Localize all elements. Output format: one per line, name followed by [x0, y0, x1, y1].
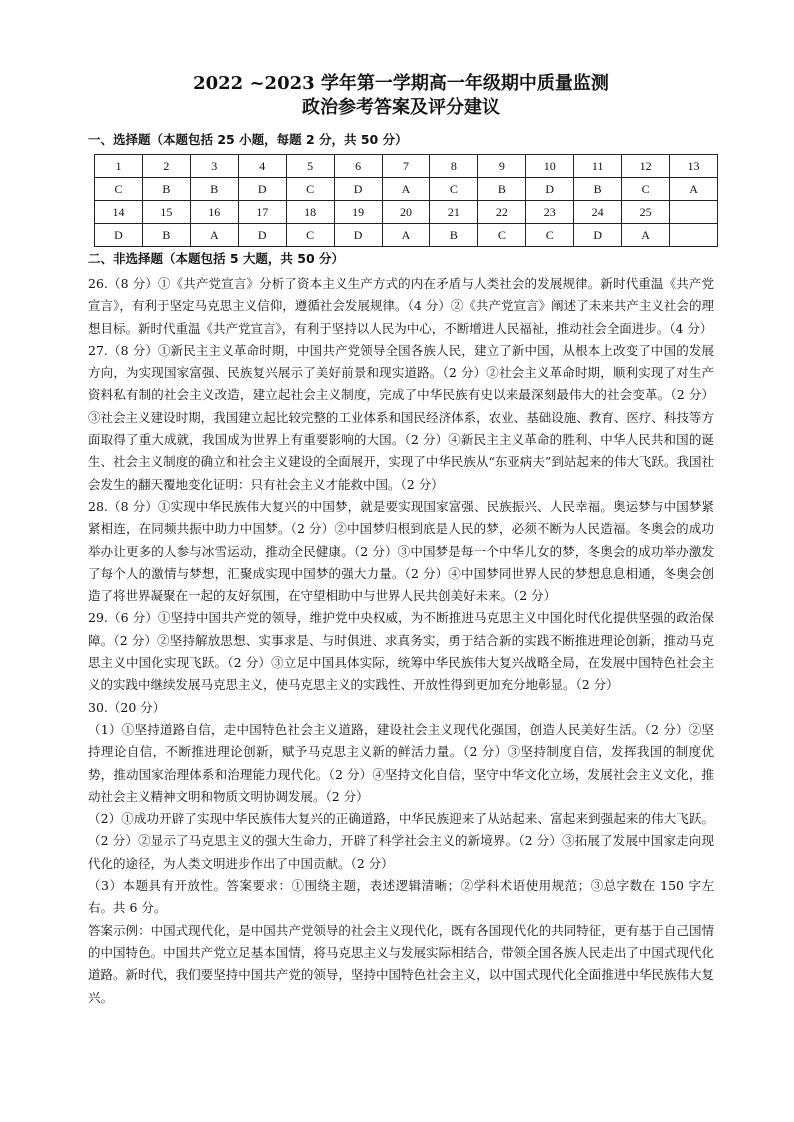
table-cell: C [286, 224, 334, 247]
table-cell: 12 [622, 155, 670, 178]
table-row-numbers-2 [95, 201, 718, 224]
answer-q30-part2: （2）①成功开辟了实现中华民族伟大复兴的正确道路，中华民族迎来了从站起来、富起来到强起来的伟大飞跃。（2 分）②显示了马克思主义的强大生命力，开辟了科学社会主义的新境界。（2 分）③拓展了发展中国家走向现代化的途径，为人类文明进步作出了中国贡献。（2 分） [88, 811, 714, 871]
table-cell: A [382, 224, 430, 247]
answer-q29: 29.（6 分）①坚持中国共产党的领导，维护党中央权威，为不断推进马克思主义中国化时代化提供坚强的政治保障。（2 分）②坚持解放思想、实事求是、与时俱进、求真务实，勇于结合新的实践不断推进理论创新，推动马克思主义中国化实现飞跃。（2 分）③立足中国具体实际，统筹中华民族伟大复兴战略全局，在发展中国特色社会主义的实践中继续发展马克思主义，使马克思主义的实践性、开放性得到更加充分地彰显。（2 分） [88, 610, 714, 693]
answer-q27: 27.（8 分）①新民主主义革命时期，中国共产党领导全国各族人民，建立了新中国，从根本上改变了中国的发展方向，为实现国家富强、民族复兴展示了美好前景和现实道路。（2 分）②社会主义革命时期，顺利实现了对生产资料私有制的社会主义改造，建立起社会主义制度，完成了中华民族有史以来最深刻最伟大的社会变革。（2 分）③社会主义建设时期，我国建立起比较完整的工业体系和国民经济体系，农业、基础设施、教育、医疗、科技等方面取得了重大成就，我国成为世界上有重要影响的大国。（2 分）④新民主主义革命的胜利、中华人民共和国的诞生、社会主义制度的确立和社会主义建设的全面展开，实现了中华民族从“东亚病夫”到站起来的伟大飞跃。我国社会发生的翻天覆地变化证明：只有社会主义才能救中国。（2 分） [88, 342, 714, 492]
document-subtitle: 政治参考答案及评分建议 [302, 97, 500, 118]
answer-q30-example: 答案示例：中国式现代化，是中国共产党领导的社会主义现代化，既有各国现代化的共同特征，更有基于自己国情的中国特色。中国共产党立足基本国情，将马克思主义与发展实际相结合，带领全国各族人民走出了中国式现代化道路。新时代，我们要坚持中国共产党的领导，坚持中国特色社会主义，以中国式现代化全面推进中华民族伟大复兴。 [88, 922, 714, 1005]
table-cell [670, 201, 718, 224]
table-cell: 20 [382, 201, 430, 224]
table-cell: B [142, 224, 190, 247]
table-cell: 15 [142, 201, 190, 224]
table-cell: A [190, 224, 238, 247]
table-cell: B [478, 178, 526, 201]
answer-q26: 26.（8 分）①《共产党宣言》分析了资本主义生产方式的内在矛盾与人类社会的发展规律。新时代重温《共产党宣言》，有利于坚定马克思主义信仰，遵循社会发展规律。（4 分）②《共产党宣言》阐述了未来共产主义社会的理想目标。新时代重温《共产党宣言》，有利于坚持以人民为中心，不断增进人民福祉，推动社会全面进步。（4 分） [88, 276, 714, 336]
table-cell: 9 [478, 155, 526, 178]
table-cell: A [622, 224, 670, 247]
table-cell [670, 224, 718, 247]
table-cell: 19 [334, 201, 382, 224]
table-cell: 7 [382, 155, 430, 178]
table-cell: 4 [238, 155, 286, 178]
table-cell: 23 [526, 201, 574, 224]
table-cell: 13 [670, 155, 718, 178]
table-cell: 21 [430, 201, 478, 224]
table-cell: 5 [286, 155, 334, 178]
table-cell: 24 [574, 201, 622, 224]
table-cell: 16 [190, 201, 238, 224]
table-row-numbers-1 [95, 155, 718, 178]
table-cell: 1 [95, 155, 143, 178]
table-cell: 3 [190, 155, 238, 178]
document-page [88, 72, 714, 1009]
table-cell: B [430, 224, 478, 247]
answer-table [94, 154, 718, 247]
table-row-answers-2 [95, 224, 718, 247]
table-cell: C [622, 178, 670, 201]
table-cell: B [142, 178, 190, 201]
table-cell: C [526, 224, 574, 247]
table-cell: 25 [622, 201, 670, 224]
table-cell: A [670, 178, 718, 201]
table-cell: B [574, 178, 622, 201]
table-cell: C [286, 178, 334, 201]
table-cell: C [478, 224, 526, 247]
table-cell: D [574, 224, 622, 247]
table-cell: D [334, 224, 382, 247]
table-cell: D [238, 178, 286, 201]
table-cell: 11 [574, 155, 622, 178]
table-cell: B [190, 178, 238, 201]
table-cell: 8 [430, 155, 478, 178]
table-cell: D [334, 178, 382, 201]
table-row-answers-1 [95, 178, 718, 201]
section-multiple-choice-heading: 一、选择题（本题包括 25 小题，每题 2 分，共 50 分） [88, 132, 408, 147]
table-cell: 14 [95, 201, 143, 224]
document-title: 2022 ~2023 学年第一学期高一年级期中质量监测 [193, 73, 609, 94]
table-cell: C [430, 178, 478, 201]
table-cell: C [95, 178, 143, 201]
answer-q28: 28.（8 分）①实现中华民族伟大复兴的中国梦，就是要实现国家富强、民族振兴、人民幸福。奥运梦与中国梦紧紧相连，在同频共振中助力中国梦。（2 分）②中国梦归根到底是人民的梦，必须不断为人民造福。冬奥会的成功举办让更多的人参与冰雪运动，推动全民健康。（2 分）③中国梦是每一个中华儿女的梦，冬奥会的成功举办激发了每个人的激情与梦想，汇聚成实现中国梦的强大力量。（2 分）④中国梦同世界人民的梦想息息相通，冬奥会创造了将世界凝聚在一起的友好氛围，在守望相助中与世界人民共创美好未来。（2 分） [88, 498, 714, 604]
table-cell: A [382, 178, 430, 201]
table-cell: 6 [334, 155, 382, 178]
table-cell: D [95, 224, 143, 247]
table-cell: 18 [286, 201, 334, 224]
answer-q30-part3: （3）本题具有开放性。答案要求：①围绕主题，表述逻辑清晰；②学科术语使用规范；③总字数在 150 字左右。共 6 分。 [88, 878, 714, 916]
table-cell: 10 [526, 155, 574, 178]
table-cell: D [526, 178, 574, 201]
section-essay-heading: 二、非选择题（本题包括 5 大题，共 50 分） [88, 251, 345, 266]
table-cell: 17 [238, 201, 286, 224]
answer-q30-part1: （1）①坚持道路自信，走中国特色社会主义道路，建设社会主义现代化强国，创造人民美好生活。（2 分）②坚持理论自信，不断推进理论创新，赋予马克思主义新的鲜活力量。（2 分）③坚持制度自信，发挥我国的制度优势，推动国家治理体系和治理能力现代化。（2 分）④坚持文化自信，坚守中华文化立场，发展社会主义文化，推动社会主义精神文明和物质文明协调发展。（2 分） [88, 721, 714, 804]
table-cell: 2 [142, 155, 190, 178]
table-cell: 22 [478, 201, 526, 224]
table-cell: D [238, 224, 286, 247]
answer-q30-heading: 30.（20 分） [88, 699, 166, 715]
